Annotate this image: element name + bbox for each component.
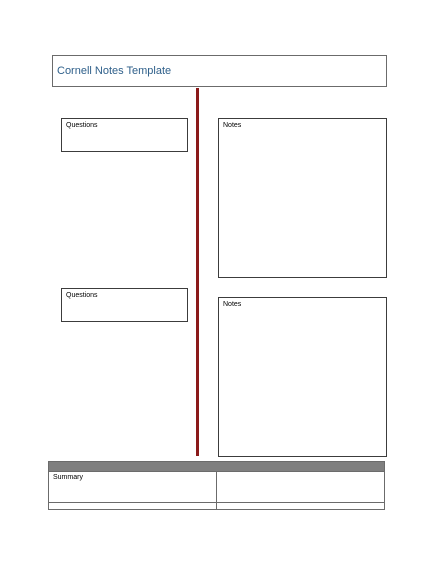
summary-header-bar: [49, 462, 384, 471]
notes-label-1: Notes: [223, 122, 242, 129]
cue-column-divider: [196, 88, 199, 456]
document-title: Cornell Notes Template: [57, 65, 172, 77]
summary-table: [48, 461, 385, 510]
summary-cell-right[interactable]: [217, 471, 384, 502]
title-box: [52, 55, 387, 87]
notes-label-2: Notes: [223, 301, 242, 308]
questions-box-2[interactable]: [61, 288, 188, 322]
summary-cell-left[interactable]: [49, 471, 217, 502]
summary-cell-left-bottom[interactable]: [49, 502, 217, 510]
questions-label-1: Questions: [66, 122, 98, 129]
notes-box-2[interactable]: [218, 297, 387, 457]
notes-box-1[interactable]: [218, 118, 387, 278]
summary-label: Summary: [53, 474, 83, 481]
questions-label-2: Questions: [66, 292, 98, 299]
questions-box-1[interactable]: [61, 118, 188, 152]
summary-cell-right-bottom[interactable]: [217, 502, 384, 510]
